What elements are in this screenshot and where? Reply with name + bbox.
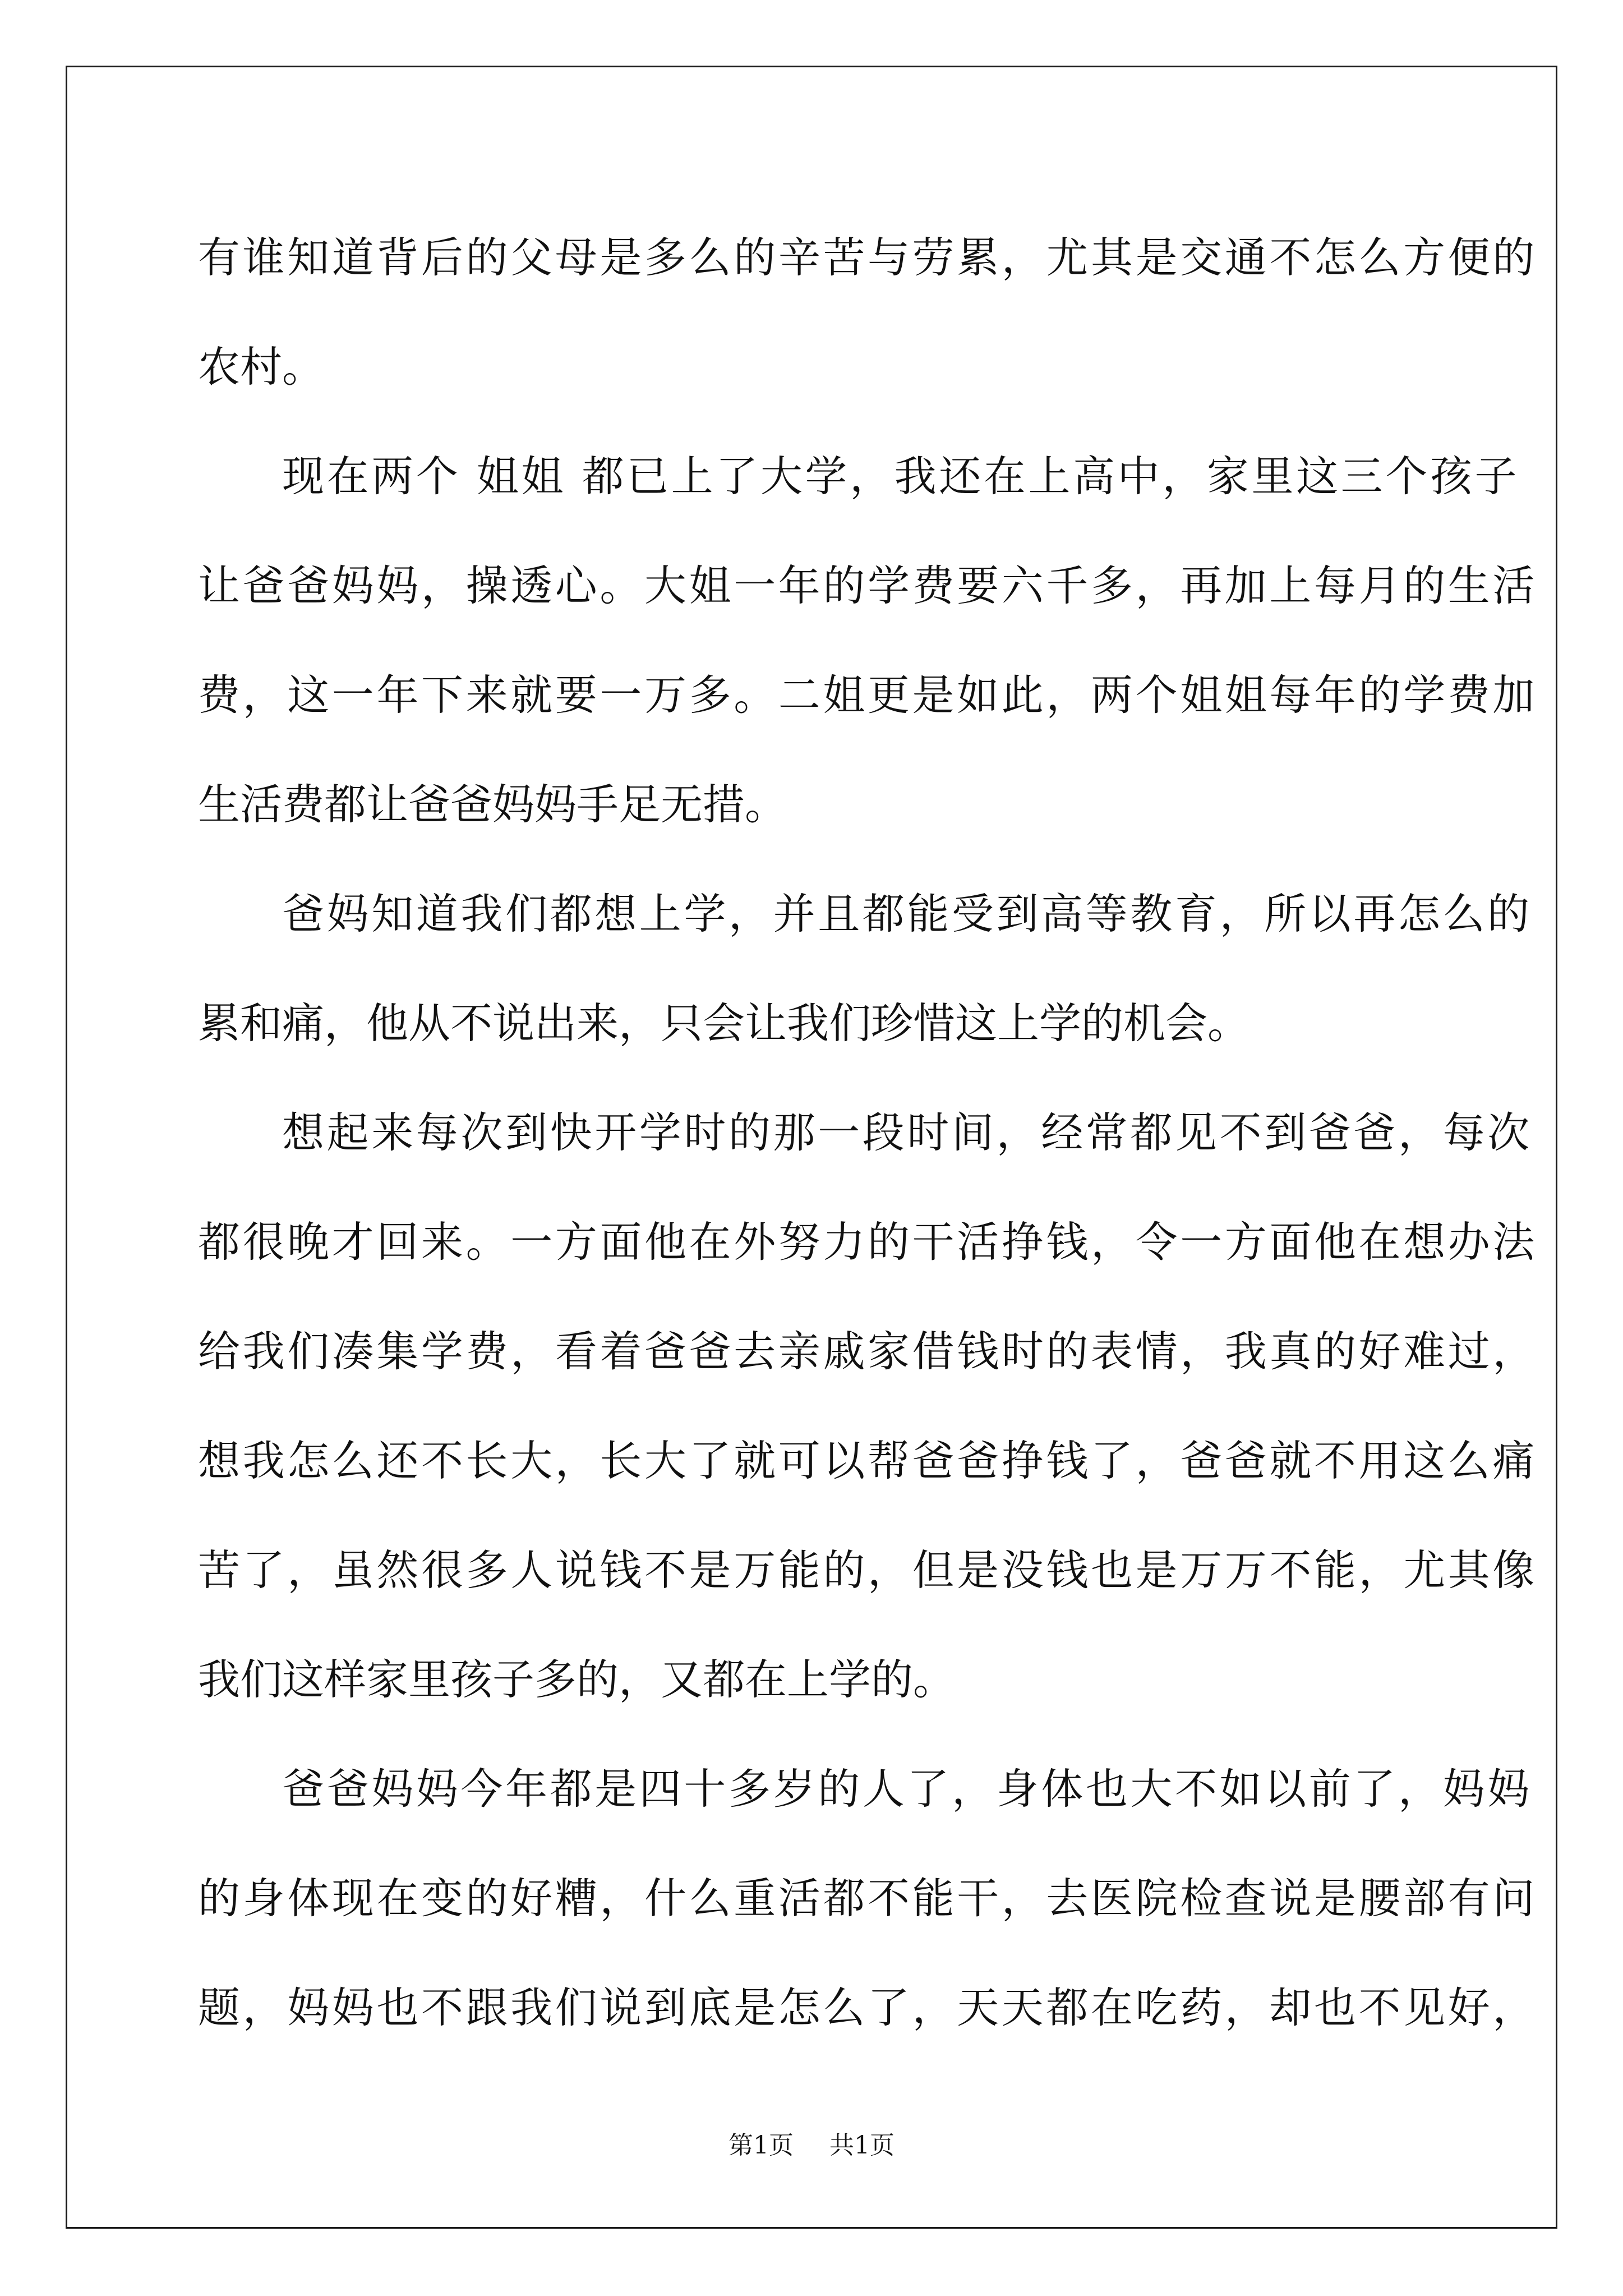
paragraph-start: 爸妈知道我们都想上学，并且都能受到高等教育，所以再怎么的 — [282, 889, 1532, 938]
text-line: 题，妈妈也不跟我们说到底是怎么了，天天都在吃药，却也不见好， — [198, 1983, 1538, 2032]
text-line: 生活费都让爸爸妈妈手足无措。 — [198, 780, 787, 829]
page-footer — [0, 2129, 1623, 2162]
document-body — [198, 203, 1538, 2063]
text-line: 农村。 — [198, 342, 325, 392]
total-pages: 共1页 — [829, 2131, 895, 2160]
text-line: 给我们凑集学费，看着爸爸去亲戚家借钱时的表情，我真的好难过， — [198, 1327, 1538, 1376]
page-number: 第1页 — [728, 2131, 794, 2160]
text-line: 苦了，虽然很多人说钱不是万能的，但是没钱也是万万不能，尤其像 — [198, 1545, 1538, 1595]
paragraph-start: 现在两个 姐姐 都已上了大学，我还在上高中，家里这三个孩子 — [282, 452, 1520, 501]
text-line: 让爸爸妈妈，操透心。大姐一年的学费要六千多，再加上每月的生活 — [198, 561, 1538, 610]
paragraph-start: 爸爸妈妈今年都是四十多岁的人了，身体也大不如以前了，妈妈 — [282, 1764, 1532, 1814]
paragraph-start: 想起来每次到快开学时的那一段时间，经常都见不到爸爸，每次 — [282, 1108, 1532, 1157]
text-line: 的身体现在变的好糟，什么重活都不能干，去医院检查说是腰部有问 — [198, 1874, 1538, 1923]
text-line: 有谁知道背后的父母是多么的辛苦与劳累，尤其是交通不怎么方便的 — [198, 233, 1538, 282]
text-line: 费，这一年下来就要一万多。二姐更是如此，两个姐姐每年的学费加 — [198, 670, 1538, 720]
text-line: 我们这样家里孩子多的，又都在上学的。 — [198, 1655, 956, 1704]
text-line: 累和痛，他从不说出来，只会让我们珍惜这上学的机会。 — [198, 999, 1250, 1048]
text-line: 想我怎么还不长大，长大了就可以帮爸爸挣钱了，爸爸就不用这么痛 — [198, 1436, 1538, 1485]
text-line: 都很晚才回来。一方面他在外努力的干活挣钱，令一方面他在想办法 — [198, 1217, 1538, 1267]
